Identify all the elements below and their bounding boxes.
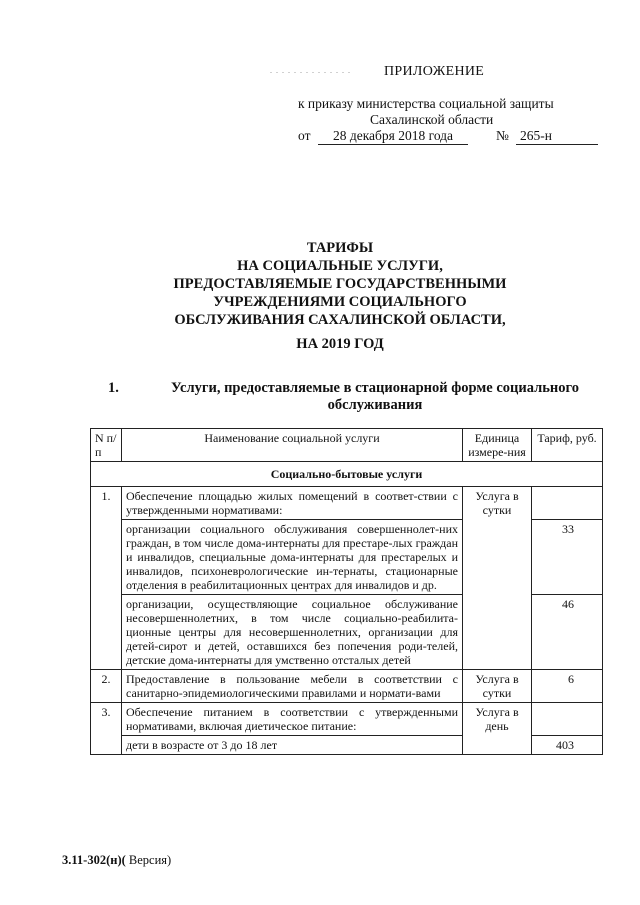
row-tariff-empty [532, 487, 603, 520]
section-number: 1. [108, 380, 119, 396]
date-prefix: от [298, 128, 311, 143]
row-name: организации социального обслуживания совершеннолет-них граждан, в том числе дома-интернаты для престаре-лых граждан и инвалидов, специальные дома-интернаты для престарелых и инвалидов, психоневрологические ин-тернаты, стационарные отделения в реабилитационных центрах для инвалидов и др. [122, 520, 463, 595]
row-tariff: 6 [532, 670, 603, 703]
row-tariff: 46 [532, 595, 603, 670]
row-name: дети в возрасте от 3 до 18 лет [122, 736, 463, 755]
row-name: организации, осуществляющие социальное обслуживание несовершеннолетних, в том числе социально-реабилита-ционные центры для несовершеннолетних, организации для детей-сирот и детей, оставшихся без попечения роди-телей, детские дома-интернаты для умственно отсталых детей [122, 595, 463, 670]
title-line-4: УЧРЕЖДЕНИЯМИ СОЦИАЛЬНОГО [213, 294, 467, 310]
document-footer [62, 853, 171, 868]
table-row [91, 703, 603, 736]
row-tariff: 33 [532, 520, 603, 595]
order-date: 28 декабря 2018 года [318, 128, 468, 145]
row-unit: Услуга в сутки [463, 670, 532, 703]
group-row [91, 462, 603, 487]
footer-version: Версия) [125, 853, 172, 867]
table-row [91, 670, 603, 703]
row-name: Предоставление в пользование мебели в соответствии с санитарно-эпидемиологическими правилами и нормати-вами [122, 670, 463, 703]
row-name: Обеспечение питанием в соответствии с утвержденными нормативами, включая диетическое питание: [122, 703, 463, 736]
scan-noise: . . . . . . . . . . . . . . [270, 66, 351, 75]
header-name: Наименование социальной услуги [122, 429, 463, 462]
row-num: 2. [91, 670, 122, 703]
row-tariff-empty [532, 703, 603, 736]
tariff-table [90, 428, 603, 755]
document-title [140, 239, 540, 353]
table-header-row [91, 429, 603, 462]
appendix-label: ПРИЛОЖЕНИЕ [384, 64, 485, 79]
section-text: Услуги, предоставляемые в стационарной форме социального обслуживания [170, 380, 579, 413]
row-num: 3. [91, 703, 122, 755]
group-label: Социально-бытовые услуги [91, 462, 603, 487]
title-line-6: НА 2019 ГОД [296, 336, 384, 352]
row-num: 1. [91, 487, 122, 670]
title-line-2: НА СОЦИАЛЬНЫЕ УСЛУГИ, [237, 258, 443, 274]
footer-code: 3.11-302(н)( [62, 853, 126, 867]
header-tariff: Тариф, руб. [532, 429, 603, 462]
header-num: N п/п [91, 429, 122, 462]
title-line-3: ПРЕДОСТАВЛЯЕМЫЕ ГОСУДАРСТВЕННЫМИ [173, 276, 507, 292]
row-name: Обеспечение площадью жилых помещений в соответ-ствии с утвержденными нормативами: [122, 487, 463, 520]
order-line: к приказу министерства социальной защиты [298, 96, 554, 111]
number-prefix: № [496, 128, 509, 143]
order-date-row [298, 128, 598, 146]
order-number: 265-н [516, 128, 598, 145]
region-line: Сахалинской области [370, 112, 494, 127]
row-unit: Услуга в сутки [463, 487, 532, 670]
title-line-5: ОБСЛУЖИВАНИЯ САХАЛИНСКОЙ ОБЛАСТИ, [174, 312, 506, 328]
title-line-1: ТАРИФЫ [306, 240, 374, 256]
table-row [91, 487, 603, 520]
row-tariff: 403 [532, 736, 603, 755]
header-unit: Единица измере-ния [463, 429, 532, 462]
row-unit: Услуга в день [463, 703, 532, 755]
